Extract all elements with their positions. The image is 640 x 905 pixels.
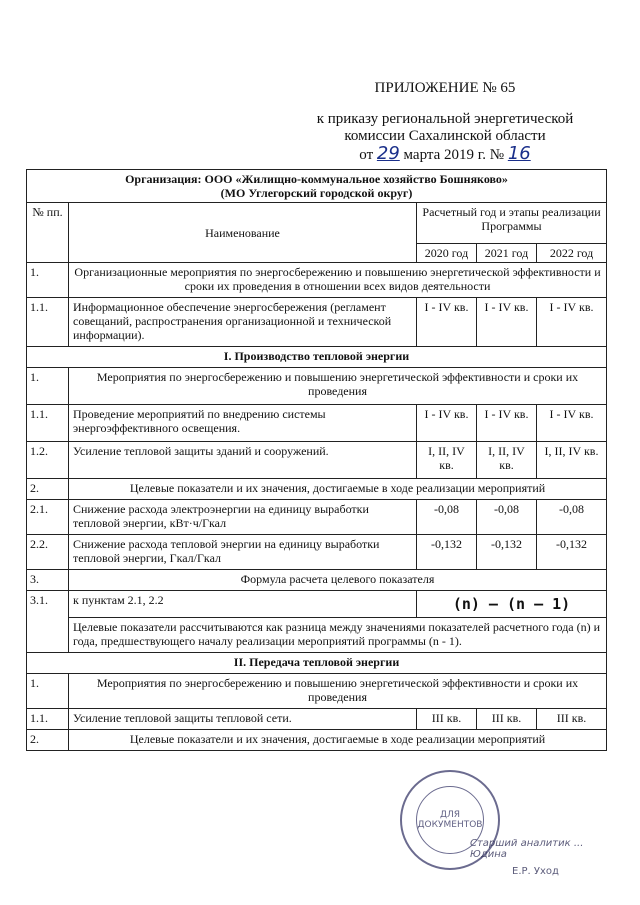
- row-text: Усиление тепловой защиты тепловой сети.: [69, 709, 417, 730]
- formula: (n) – (n – 1): [417, 591, 607, 618]
- appendix-title: ПРИЛОЖЕНИЕ № 65: [374, 80, 516, 96]
- row-value: I - IV кв.: [417, 298, 477, 347]
- row-text: Информационное обеспечение энергосбережения (регламент совещаний, распространения организационной и технической информации).: [69, 298, 417, 347]
- table-row: [27, 479, 607, 500]
- row-number: 1.: [27, 263, 69, 298]
- signature-line: Старший аналитик ... Юдина: [470, 838, 584, 860]
- row-text: Мероприятия по энергосбережению и повышению энергетической эффективности и сроки их проведения: [69, 368, 607, 405]
- row-text: к пунктам 2.1, 2.2: [69, 591, 417, 618]
- row-value: -0,132: [537, 535, 607, 570]
- order-date-line: [300, 145, 590, 164]
- order-line-1: к приказу региональной энергетической: [316, 111, 574, 127]
- org-row: [27, 170, 607, 203]
- date-day: 29: [376, 143, 400, 164]
- row-text: Усиление тепловой защиты зданий и сооружений.: [69, 442, 417, 479]
- table-row: [27, 442, 607, 479]
- row-value: -0,08: [417, 500, 477, 535]
- table-row: [27, 368, 607, 405]
- date-rest: марта 2019 г. №: [403, 147, 505, 163]
- row-number: 1.: [27, 674, 69, 709]
- row-number: 2.: [27, 730, 69, 751]
- row-value: -0,08: [477, 500, 537, 535]
- row-number: 1.: [27, 368, 69, 405]
- col-num-header: № пп.: [27, 203, 69, 263]
- table-row: [27, 298, 607, 347]
- col-period-header: Расчетный год и этапы реализации Программы: [417, 203, 607, 244]
- row-value: I - IV кв.: [537, 298, 607, 347]
- date-prefix: от: [359, 147, 374, 163]
- column-header-row: [27, 203, 607, 244]
- row-value: I - IV кв.: [537, 405, 607, 442]
- row-number: 1.1.: [27, 405, 69, 442]
- row-text: Формула расчета целевого показателя: [69, 570, 607, 591]
- row-number: 3.1.: [27, 591, 69, 653]
- table-row: [27, 618, 607, 653]
- document-header: [300, 80, 590, 164]
- row-number: 1.1.: [27, 709, 69, 730]
- year-header: 2022 год: [537, 244, 607, 263]
- row-value: III кв.: [477, 709, 537, 730]
- row-text: Целевые показатели и их значения, достигаемые в ходе реализации мероприятий: [69, 479, 607, 500]
- row-value: I - IV кв.: [417, 405, 477, 442]
- row-value: -0,132: [417, 535, 477, 570]
- section-row: [27, 347, 607, 368]
- table-row: [27, 591, 607, 618]
- year-header: 2021 год: [477, 244, 537, 263]
- table-row: [27, 405, 607, 442]
- program-table: [26, 169, 607, 751]
- stamp-text: ДЛЯ ДОКУМЕНТОВ: [417, 810, 483, 830]
- row-value: -0,132: [477, 535, 537, 570]
- org-line-2: (МО Углегорский городской округ): [220, 186, 413, 200]
- row-text: Снижение расхода тепловой энергии на единицу выработки тепловой энергии, Гкал/Гкал: [69, 535, 417, 570]
- row-value: III кв.: [537, 709, 607, 730]
- row-number: 1.1.: [27, 298, 69, 347]
- row-text: Мероприятия по энергосбережению и повышению энергетической эффективности и сроки их проведения: [69, 674, 607, 709]
- table-row: [27, 500, 607, 535]
- table-row: [27, 535, 607, 570]
- row-number: 1.2.: [27, 442, 69, 479]
- formula-note: Целевые показатели рассчитываются как разница между значениями показателей расчетного года (n) и года, предшествующего началу реализации мероприятий программы (n - 1).: [69, 618, 607, 653]
- row-value: I - IV кв.: [477, 298, 537, 347]
- table-row: [27, 730, 607, 751]
- row-value: -0,08: [537, 500, 607, 535]
- row-text: Целевые показатели и их значения, достигаемые в ходе реализации мероприятий: [69, 730, 607, 751]
- row-text: Проведение мероприятий по внедрению системы энергоэффективного освещения.: [69, 405, 417, 442]
- row-value: I - IV кв.: [477, 405, 537, 442]
- section-row: [27, 653, 607, 674]
- row-text: Организационные мероприятия по энергосбережению и повышению энергетической эффективности и сроки их проведения в отношении всех видов деятельности: [69, 263, 607, 298]
- org-line-1: Организация: ООО «Жилищно-коммунальное хозяйство Бошняково»: [125, 172, 508, 186]
- section-title: I. Производство тепловой энергии: [27, 347, 607, 368]
- col-name-header: Наименование: [69, 203, 417, 263]
- table-row: [27, 570, 607, 591]
- row-number: 3.: [27, 570, 69, 591]
- org-cell: [27, 170, 607, 203]
- row-number: 2.1.: [27, 500, 69, 535]
- row-value: III кв.: [417, 709, 477, 730]
- row-text: Снижение расхода электроэнергии на единицу выработки тепловой энергии, кВт·ч/Гкал: [69, 500, 417, 535]
- table-row: [27, 674, 607, 709]
- table-row: [27, 709, 607, 730]
- year-header: 2020 год: [417, 244, 477, 263]
- row-number: 2.: [27, 479, 69, 500]
- table-row: [27, 263, 607, 298]
- order-number: 16: [507, 143, 531, 164]
- section-title: II. Передача тепловой энергии: [27, 653, 607, 674]
- row-value: I, II, IV кв.: [537, 442, 607, 479]
- row-value: I, II, IV кв.: [477, 442, 537, 479]
- signature-short: Е.Р. Уход: [512, 866, 559, 877]
- order-line-2: комиссии Сахалинской области: [344, 128, 546, 144]
- row-value: I, II, IV кв.: [417, 442, 477, 479]
- row-number: 2.2.: [27, 535, 69, 570]
